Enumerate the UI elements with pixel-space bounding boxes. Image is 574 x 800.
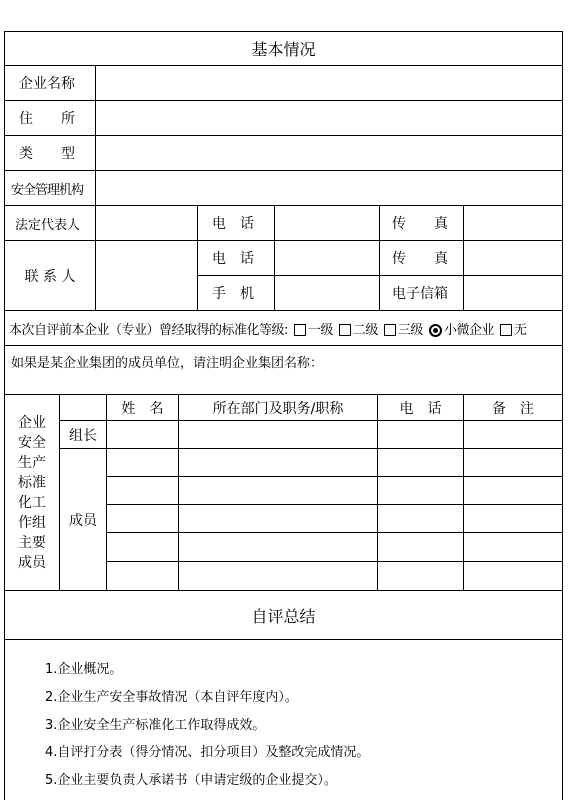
safety-org-label: 安全管理机构 [4,170,96,206]
contact-phone-label: 电 话 [197,240,275,276]
team-side-text: 企业安全生产标准化工作组主要成员 [18,414,46,571]
team-leader-label: 组长 [59,420,107,449]
contact-label: 联 系 人 [4,240,96,311]
summary-item: 5.企业主要负责人承诺书（申请定级的企业提交）。 [45,773,337,788]
contact-fax-label: 传 真 [379,240,464,276]
grade-option-label: 三级 [397,322,423,338]
grade-option-3[interactable] [378,319,423,338]
member-dept-field[interactable] [178,504,378,533]
company-name-field[interactable] [95,65,563,101]
group-note-text: 如果是某企业集团的成员单位，请注明企业集团名称： [11,356,324,371]
type-field[interactable] [95,135,563,171]
contact-phone-field[interactable] [274,240,380,276]
checkbox-icon[interactable] [339,324,351,336]
summary-content[interactable] [4,639,563,800]
grade-row [4,310,563,346]
contact-field[interactable] [95,240,198,311]
grade-option-1[interactable] [288,319,333,338]
mobile-field[interactable] [274,275,380,311]
email-label: 电子信箱 [379,275,464,311]
summary-item: 4.自评打分表（得分情况、扣分项目）及整改完成情况。 [45,745,370,760]
grade-option-2[interactable] [333,319,378,338]
member-dept-field[interactable] [178,561,378,591]
member-phone-field[interactable] [377,448,464,477]
safety-org-field[interactable] [95,170,563,206]
member-name-field[interactable] [106,448,179,477]
type-label: 类 型 [4,135,96,171]
basic-info-title: 基本情况 [4,31,563,66]
member-remark-field[interactable] [463,476,563,505]
team-header-remark: 备 注 [463,394,563,421]
checkbox-icon[interactable] [294,324,306,336]
member-remark-field[interactable] [463,561,563,591]
member-phone-field[interactable] [377,532,464,562]
team-side-label [4,394,60,591]
leader-dept-field[interactable] [178,420,378,449]
leader-phone-field[interactable] [377,420,464,449]
address-label: 住 所 [4,100,96,136]
member-remark-field[interactable] [463,504,563,533]
contact-fax-field[interactable] [463,240,563,276]
summary-item: 2.企业生产安全事故情况（本自评年度内）。 [45,690,298,705]
team-header-phone: 电 话 [377,394,464,421]
legal-rep-phone-label: 电 话 [197,205,275,241]
legal-rep-field[interactable] [95,205,198,241]
member-phone-field[interactable] [377,561,464,591]
grade-option-label: 一级 [307,322,333,338]
member-name-field[interactable] [106,561,179,591]
member-name-field[interactable] [106,476,179,505]
member-remark-field[interactable] [463,448,563,477]
legal-rep-phone-field[interactable] [274,205,380,241]
checkbox-icon[interactable] [384,324,396,336]
member-dept-field[interactable] [178,476,378,505]
grade-option-label: 小微企业 [443,322,494,338]
summary-item: 3.企业安全生产标准化工作取得成效。 [45,718,266,733]
leader-remark-field[interactable] [463,420,563,449]
leader-name-field[interactable] [106,420,179,449]
team-header-blank [59,394,107,421]
member-name-field[interactable] [106,532,179,562]
member-dept-field[interactable] [178,448,378,477]
member-remark-field[interactable] [463,532,563,562]
company-name-label: 企业名称 [4,65,96,101]
grade-option-small[interactable] [423,319,494,338]
address-field[interactable] [95,100,563,136]
group-note-cell[interactable] [4,345,563,395]
grade-option-label: 二级 [352,322,378,338]
team-header-name: 姓 名 [106,394,179,421]
legal-rep-fax-field[interactable] [463,205,563,241]
team-header-dept: 所在部门及职务/职称 [178,394,378,421]
legal-rep-fax-label: 传 真 [379,205,464,241]
radio-selected-icon[interactable] [429,324,442,337]
self-assessment-form [4,31,563,800]
summary-item: 1.企业概况。 [45,662,123,677]
legal-rep-label: 法定代表人 [4,205,96,241]
team-members-label: 成员 [59,448,107,591]
summary-title: 自评总结 [4,590,563,640]
member-dept-field[interactable] [178,532,378,562]
email-field[interactable] [463,275,563,311]
grade-option-none[interactable] [494,319,527,338]
checkbox-icon[interactable] [500,324,512,336]
grade-option-label: 无 [513,322,527,338]
member-phone-field[interactable] [377,476,464,505]
grade-prefix: 本次自评前本企业（专业）曾经取得的标准化等级: [9,322,288,338]
member-phone-field[interactable] [377,504,464,533]
member-name-field[interactable] [106,504,179,533]
mobile-label: 手 机 [197,275,275,311]
